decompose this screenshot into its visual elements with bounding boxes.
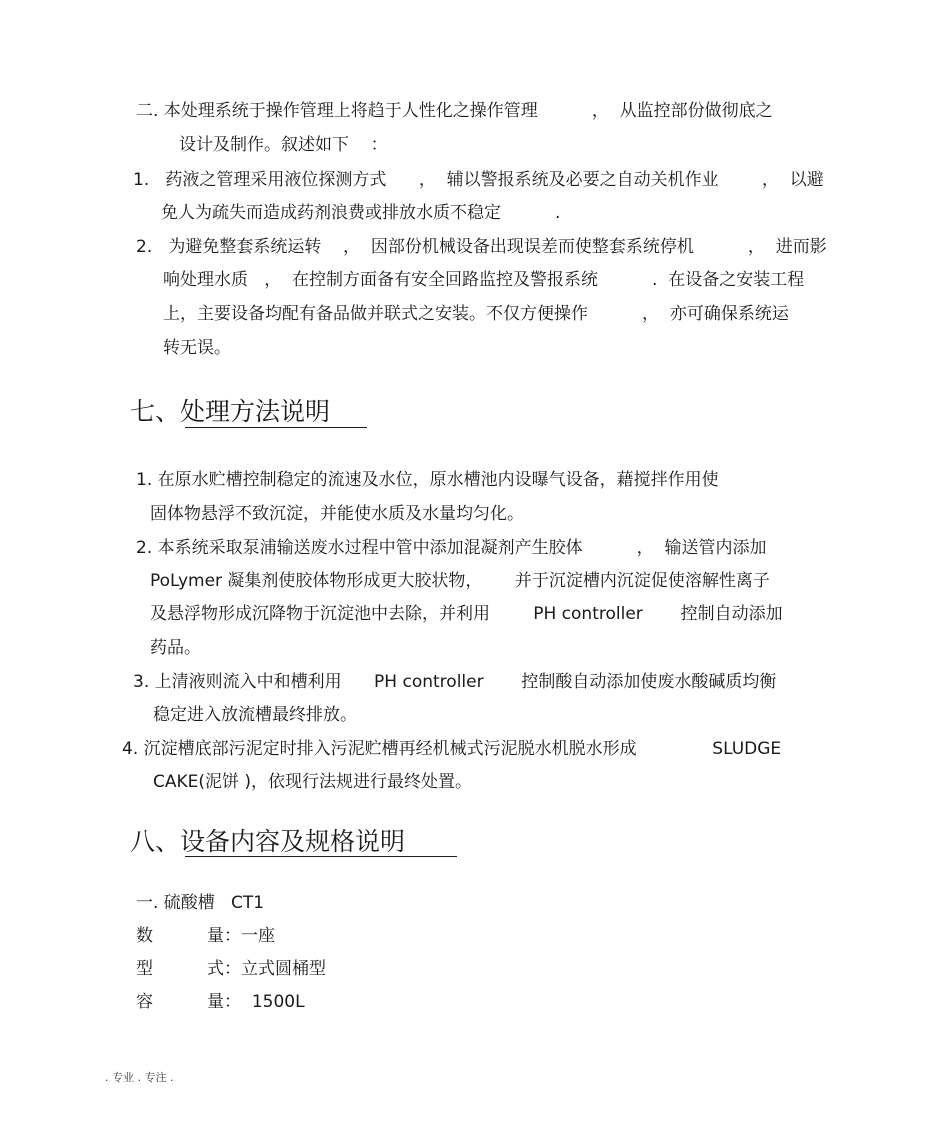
section-7-heading: 七、处理方法说明 (130, 397, 331, 426)
page-footer: . 专业 . 专注 . (105, 1071, 174, 1084)
intro-item-2-line-3: 上，主要设备均配有备品做并联式之安装。不仅方便操作 ， 亦可确保系统运 (163, 304, 789, 324)
intro-item-2-line-4: 转无误。 (163, 338, 231, 358)
section-7-line-2: 固体物悬浮不致沉淀，并能使水质及水量均匀化。 (150, 504, 524, 524)
intro-item-1-line-2: 免人为疏失而造成药剂浪费或排放水质不稳定 . (161, 203, 561, 223)
section-8-heading-underline (185, 856, 457, 857)
section-7-line-9: 4. 沉淀槽底部污泥定时排入污泥贮槽再经机械式污泥脱水机脱水形成 SLUDGE (122, 739, 782, 759)
equipment-item-title: 一. 硫酸槽 CT1 (136, 893, 265, 913)
equipment-type: 型 式：立式圆桶型 (136, 959, 327, 979)
equipment-quantity: 数 量：一座 (136, 926, 276, 946)
section-7-line-4: PoLymer 凝集剂使胶体物形成更大胶状物， 并于沉淀槽内沉淀促使溶解性离子 (150, 571, 770, 591)
section-7-heading-underline (185, 427, 367, 428)
section-8-heading: 八、设备内容及规格说明 (130, 827, 406, 856)
section-7-line-7: 3. 上清液则流入中和槽利用 PH controller 控制酸自动添加使废水酸碱质均衡 (133, 672, 777, 692)
intro-item-2-line-1: 2. 为避免整套系统运转 ， 因部份机械设备出现误差而使整套系统停机 ， 进而影 (136, 237, 827, 257)
intro-line-2: 设计及制作。叙述如下 ： (179, 135, 388, 155)
intro-item-2-line-2: 响处理水质 ， 在控制方面备有安全回路监控及警报系统 . 在设备之安装工程 (163, 270, 805, 290)
section-7-line-10: CAKE(泥饼 )，依现行法规进行最终处置。 (153, 772, 473, 792)
section-7-line-6: 药品。 (150, 638, 201, 658)
section-7-line-5: 及悬浮物形成沉降物于沉淀池中去除，并利用 PH controller 控制自动添加 (150, 604, 783, 624)
intro-item-1-line-1: 1. 药液之管理采用液位探测方式 ， 辅以警报系统及必要之自动关机作业 ， 以避 (133, 170, 824, 190)
section-7-line-1: 1. 在原水贮槽控制稳定的流速及水位，原水槽池内设曝气设备，藉搅拌作用使 (136, 470, 719, 490)
intro-line-1: 二. 本处理系统于操作管理上将趋于人性化之操作管理 ， 从监控部份做彻底之 (136, 101, 773, 121)
equipment-capacity: 容 量： 1500L (136, 992, 305, 1012)
section-7-line-3: 2. 本系统采取泵浦输送废水过程中管中添加混凝剂产生胶体 ， 输送管内添加 (136, 538, 767, 558)
section-7-line-8: 稳定进入放流槽最终排放。 (153, 705, 357, 725)
